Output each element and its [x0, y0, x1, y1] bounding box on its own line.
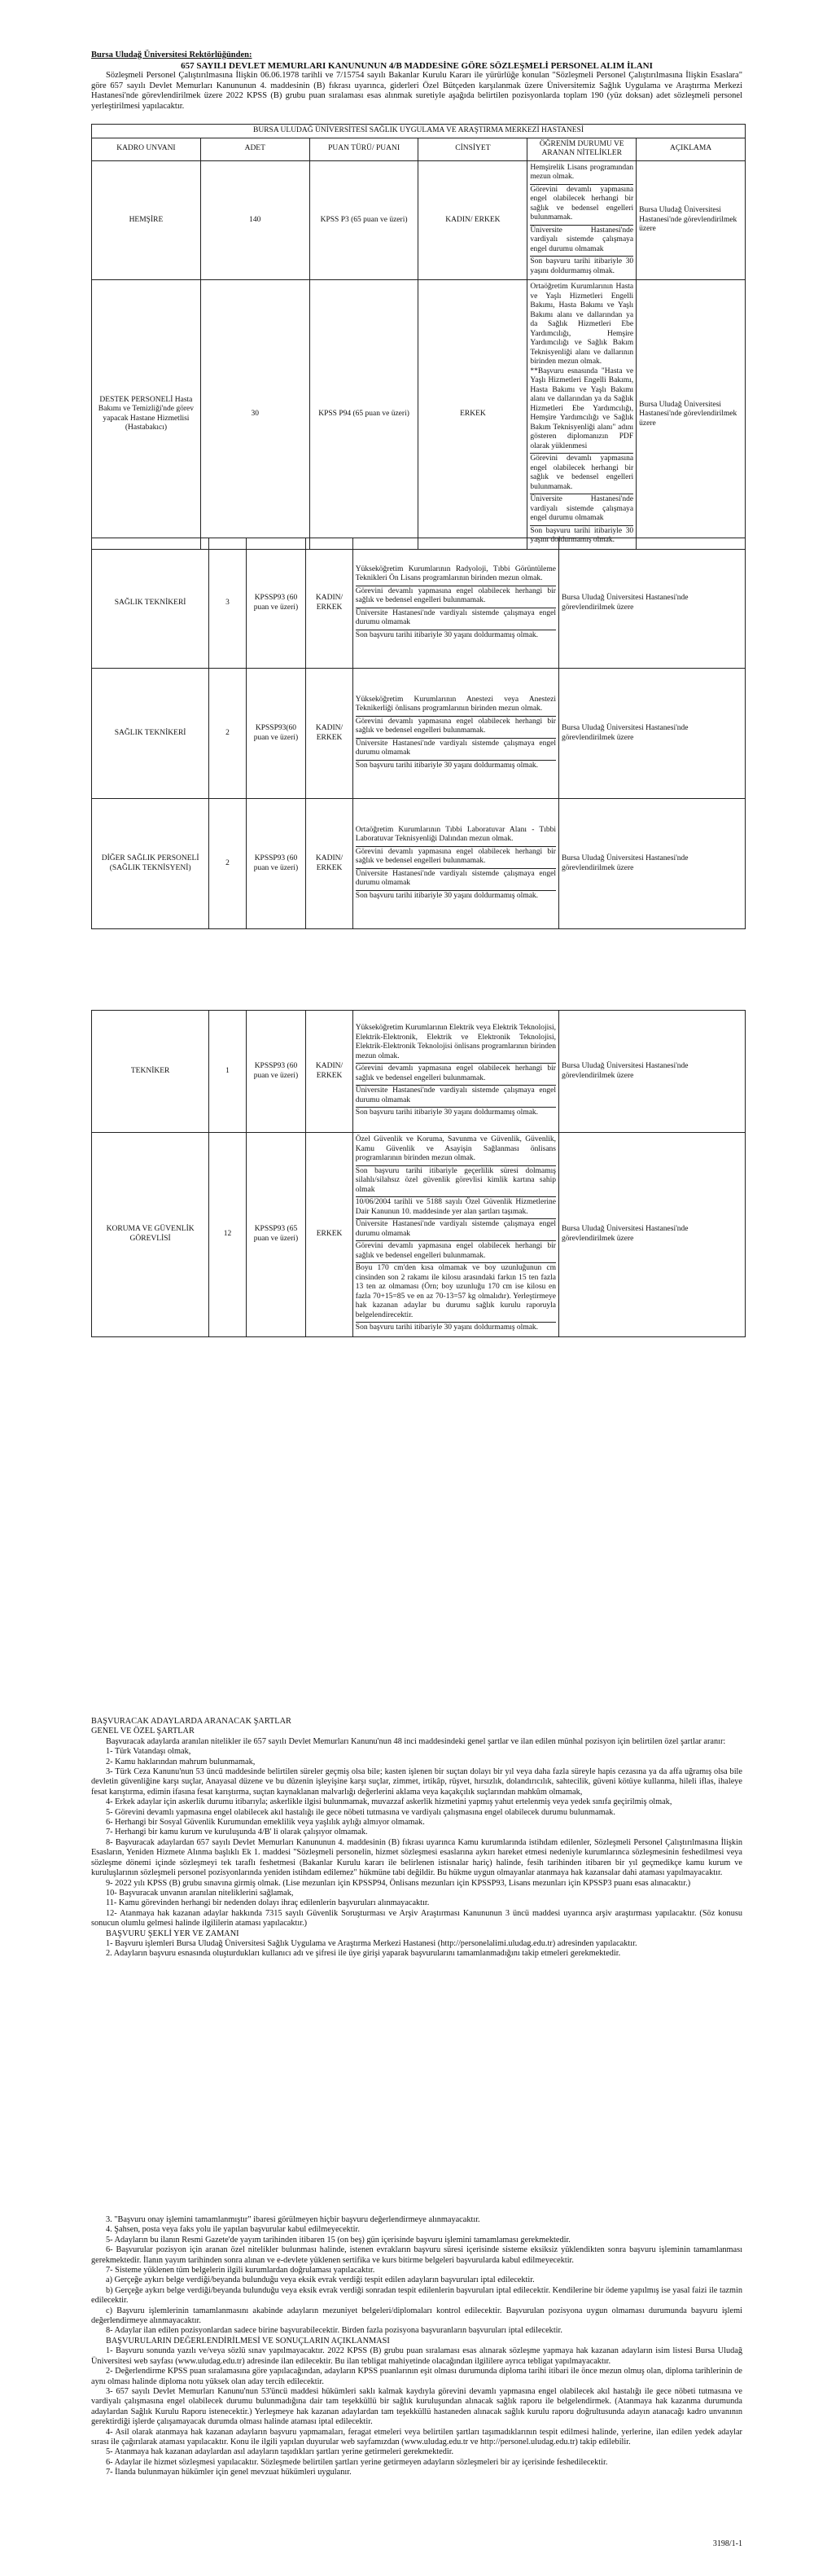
- application-item: b) Gerçeğe aykırı belge verdiği/beyanda bulunduğu veya eksik evrak verdiği sonradan tespit edilenlerin başvuruları iptal edilecektir. Kendilerine bir ödeme yapılmış ise yasal faizi ile tazmin edilecektir.: [91, 2285, 742, 2306]
- puan-cell: KPSSP93 (65 puan ve üzeri): [246, 1133, 306, 1337]
- puan-cell: KPSS P94 (65 puan ve üzeri): [309, 280, 418, 550]
- requirement-item: Görevini devamlı yapmasına engel olabilecek herhangi bir sağlık ve bedensel engelleri bulunmamak.: [356, 1241, 556, 1263]
- adet-cell: 30: [200, 280, 309, 550]
- positions-table-2: [91, 538, 746, 929]
- requirement-item: Hemşirelik Lisans programından mezun olmak.: [530, 163, 633, 185]
- cinsiyet-cell: KADIN/ ERKEK: [306, 538, 353, 669]
- requirements-cell: [527, 280, 637, 550]
- table-row: [92, 1133, 746, 1337]
- requirements-cell: [527, 160, 637, 280]
- condition-item: 6- Herhangi bir Sosyal Güvenlik Kurumundan emeklilik veya yaşlılık aylığı almıyor olmamak.: [106, 1818, 425, 1828]
- evaluation-item: 7- İlanda bulunmayan hükümler için genel mevzuat hükümleri uygulanır.: [106, 2468, 352, 2477]
- condition-item: 5- Görevini devamlı yapmasına engel olabilecek akıl hastalığı ile gece nöbeti tutmasına ve vardiyalı çalışmasına engel olabilecek durumu bulunmamak.: [106, 1807, 615, 1817]
- announcement-title: 657 SAYILI DEVLET MEMURLARI KANUNUNUN 4/B MADDESİNE GÖRE SÖZLEŞMELİ PERSONEL ALIM İLANI: [181, 60, 653, 71]
- application-item: 8- Adaylar ilan edilen pozisyonlardan sadece birine başvurabilecektir. Birden fazla pozisyona başvuranların başvuruları iptal edilecektir.: [106, 2326, 562, 2336]
- requirements-cell: [352, 669, 558, 799]
- application-item: 3. "Başvuru onay işlemini tamamlanmıştır" ibaresi görülmeyen hiçbir başvuru değerlendirmeye alınmayacaktır.: [106, 2215, 480, 2224]
- application-section: [91, 2215, 742, 2478]
- evaluation-item: 3- 657 sayılı Devlet Memurları Kanunu'nun 53'üncü maddesi hükümleri saklı kalmak kaydıyla görevini devamlı yapmasına engel olabilecek akıl hastalığı ile gece nöbeti tutmasına ve vardiyalı çalışmasına engel olabilecek durumu bulunmadığına dair tam teşekküllü bir sağlık kuruluşundan alınacak sağlık raporu ile belgelendirmek. (Atanmaya hak kazanma durumunda adaylardan Sağlık Kurulu Raporu istenecektir.) Yerleşmeye hak kazanan adaylardan tam teşekküllü hastaneden alınacak sağlık kurulu raporu doğrultusunda adayın atanacağı kadro unvanının gerektirdiği işlerde çalışamayacak durumda olması halinde ataması iptal edilecektir.: [91, 2386, 742, 2427]
- cinsiyet-cell: ERKEK: [418, 280, 527, 550]
- adet-cell: 3: [209, 538, 246, 669]
- requirement-item: Görevini devamlı yapmasına engel olabilecek herhangi bir sağlık ve bedensel engelleri bulunmamak.: [356, 586, 556, 608]
- condition-item: 3- Türk Ceza Kanunu'nun 53 üncü maddesinde belirtilen süreler geçmiş olsa bile; kasten işlenen bir suçtan dolayı bir yıl veya daha fazla süreyle hapis cezasına ya da affa uğramış olsa bile devletin güvenliğine karşı suçlar, Anayasal düzene ve bu düzenin işleyişine karşı suçlar, zimmet, irtikâp, rüşvet, hırsızlık, dolandırıcılık, sahtecilik, güveni kötüye kullanma, hileli iflas, ihaleye fesat karıştırma, edimin ifasına fesat karıştırma, suçtan kaynaklanan malvarlığı değerlerini aklama veya kaçakçılık suçlarından mahkûm olmamak,: [91, 1767, 742, 1797]
- cinsiyet-cell: KADIN/ ERKEK: [306, 669, 353, 799]
- puan-cell: KPSSP93 (60 puan ve üzeri): [246, 799, 306, 929]
- requirement-item: Görevini devamlı yapmasına engel olabilecek herhangi bir sağlık ve bedensel engelleri bulunmamak.: [356, 847, 556, 869]
- requirement-item: Üniversite Hastanesi'nde vardiyalı sistemde çalışmaya engel durumu olmamak: [356, 1086, 556, 1108]
- table-row: [92, 669, 746, 799]
- apply-item: 2. Adayların başvuru esnasında oluşturdukları kullanıcı adı ve şifresi ile üye girişi yaparak başvurularını tamamlanmadığını takip etmeleri gerekmektedir.: [106, 1949, 621, 1959]
- condition-item: 8- Başvuracak adaylardan 657 sayılı Devlet Memurları Kanununun 4. maddesinin (B) fıkrası uyarınca Kamu kurumlarında istihdam edilenler, Sözleşmeli Personel Çalıştırılmasına İlişkin Esasların, Yeniden Hizmete Alınma başlıklı Ek 1. maddesi "Sözleşmeli personelin, hizmet sözleşmesi esaslarına aykırı hareket etmesi nedeniyle kurumlarınca sözleşmesinin feshedilmesi veya sözleşme dönemi içinde sözleşmeyi tek taraflı feshetmesi (Bakanlar Kurulu kararı ile belirlenen istisnalar hariç) halinde, fesih tarihinden itibaren bir yıl geçmedikçe kamu kurum ve kuruluşlarının sözleşmeli personel pozisyonlarında yeniden istihdam edilemez" hükmüne tabi değildir. Bu hükme uygun olmayanlar atanmaya hak kazansalar dahi ataması yapılmayacaktır.: [91, 1837, 742, 1878]
- puan-cell: KPSSP93 (60 puan ve üzeri): [246, 1011, 306, 1133]
- condition-item: 2- Kamu haklarından mahrum bulunmamak,: [106, 1757, 256, 1766]
- requirement-item: Görevini devamlı yapmasına engel olabilecek herhangi bir sağlık ve bedensel engelleri bulunmamak.: [356, 1064, 556, 1086]
- col-puan: PUAN TÜRÜ/ PUANI: [309, 138, 418, 160]
- requirement-item: Üniversite Hastanesi'nde vardiyalı sistemde çalışmaya engel durumu olmamak: [356, 1219, 556, 1241]
- requirement-item: Üniversite Hastanesi'nde vardiyalı sistemde çalışmaya engel durumu olmamak: [356, 608, 556, 630]
- table-row: [92, 280, 746, 550]
- table-header-row: [92, 138, 746, 160]
- announcement-header: [91, 50, 742, 112]
- positions-table-3: [91, 1010, 746, 1337]
- condition-item: 7- Herhangi bir kamu kurum ve kuruluşunda 4/B' li olarak çalışıyor olmamak.: [106, 1828, 368, 1837]
- requirement-item: Yükseköğretim Kurumlarının Elektrik veya Elektrik Teknolojisi, Elektrik-Elektronik, Elektrik ve Elektronik Teknolojisi, Elektrik-Elektronik Teknolojisi önlisans programlarının birinden mezun olmak.: [356, 1023, 556, 1064]
- requirement-item: Özel Güvenlik ve Koruma, Savunma ve Güvenlik, Güvenlik, Kamu Güvenlik ve Asayişin Sağlanması önlisans programlarının birinden mezun olmak.: [356, 1134, 556, 1166]
- col-aciklama: AÇIKLAMA: [637, 138, 746, 160]
- evaluation-item: 6- Adaylar ile hizmet sözleşmesi yapılacaktır. Sözleşmede belirtilen şartları yerine getirmeyen adayların sözleşmeleri bir ay içerisinde feshedilecektir.: [106, 2457, 608, 2467]
- application-item: 4. Şahsen, posta veya faks yolu ile yapılan başvurular kabul edilmeyecektir.: [106, 2225, 360, 2235]
- cinsiyet-cell: ERKEK: [306, 1133, 353, 1337]
- requirement-item: Son başvuru tarihi itibariyle 30 yaşını doldurmamış olmak.: [355, 891, 539, 900]
- requirement-item: Üniversite Hastanesi'nde vardiyalı sistemde çalışmaya engel durumu olmamak: [356, 739, 556, 761]
- application-item: 6- Başvurular pozisyon için aranan özel nitelikler bulunması halinde, istenen evrakların başvuru süresi içerisinde sisteme eksiksiz yüklendikten sonra başvuru işleminin tamamlanması gerekmektedir. İlanın yayım tarihinden sonra alınan ve e-devlete yüklenen sertifika ve kurs bitirme belgeleri başvurularda kabul edilmeyecektir.: [91, 2245, 742, 2265]
- requirement-item: Yükseköğretim Kurumlarının Anestezi veya Anestezi Teknikerliği önlisans programlarının birinden mezun olmak.: [356, 695, 556, 717]
- application-item: 7- Sisteme yüklenen tüm belgelerin ilgili kurumlardan doğrulaması yapılacaktır.: [106, 2266, 375, 2275]
- requirement-item: Yükseköğretim Kurumlarının Radyoloji, Tıbbi Görüntüleme Teknikleri Ön Lisans programlarının birinden mezun olmak.: [356, 564, 556, 586]
- kadro-cell: TEKNİKER: [92, 1011, 209, 1133]
- adet-cell: 2: [209, 669, 246, 799]
- evaluation-item: 4- Asil olarak atanmaya hak kazanan adayların başvuru yapmamaları, feragat etmeleri veya belirtilen şartları taşımadıklarının tespit edilmesi halinde, yerlerine, ilan edilen yedek adaylar sırası ile çağırılarak ataması yapılacaktır. Konu ile ilgili yapılan duyurular web sayfamızdan (www.uludag.edu.tr ve http://personel.uludag.edu.tr) takip edilebilir.: [91, 2427, 742, 2447]
- evaluation-item: 5- Atanmaya hak kazanan adaylardan asıl adayların taşıdıkları şartları yerine getirmeleri gerekmektedir.: [106, 2447, 454, 2457]
- condition-item: 9- 2022 yılı KPSS (B) grubu sınavına girmiş olmak. (Lise mezunları için KPSSP94, Önlisans mezunları için KPSSP93, Lisans mezunları için KPSSP3 puanı esas alınacaktır.): [106, 1878, 691, 1888]
- kadro-cell: DESTEK PERSONELİ Hasta Bakımı ve Temizliği'nde görev yapacak Hastane Hizmetlisi (Hastabakıcı): [92, 280, 201, 550]
- condition-item: 12- Atanmaya hak kazanan adaylar hakkında 7315 sayılı Güvenlik Soruşturması ve Arşiv Araştırması Kanununun 3 üncü maddesi uyarınca arşiv araştırması yapılacaktır. (Söz konusu sonucun olumlu gelmesi halinde ilgililerin ataması yapılacaktır.): [91, 1908, 742, 1929]
- kadro-cell: SAĞLIK TEKNİKERİ: [92, 538, 209, 669]
- requirement-item: Görevini devamlı yapmasına engel olabilecek herhangi bir sağlık ve bedensel engelleri bulunmamak.: [356, 717, 556, 739]
- kadro-cell: DİĞER SAĞLIK PERSONELİ (SAĞLIK TEKNİSYENİ): [92, 799, 209, 929]
- positions-table-1: [91, 124, 746, 550]
- table-row: [92, 1011, 746, 1133]
- evaluation-heading: BAŞVURULARIN DEĞERLENDİRİLMESİ VE SONUÇLARIN AÇIKLANMASI: [106, 2336, 390, 2346]
- cinsiyet-cell: KADIN/ ERKEK: [418, 160, 527, 280]
- col-ogrenim: ÖĞRENİM DURUMU VE ARANAN NİTELİKLER: [527, 138, 637, 160]
- requirement-item: Son başvuru tarihi itibariyle 30 yaşını doldurmamış olmak.: [355, 761, 539, 770]
- requirement-item: Son başvuru tarihi itibariyle 30 yaşını doldurmamış olmak.: [530, 526, 634, 544]
- requirement-item: Son başvuru tarihi itibariyle geçerlilik süresi dolmamış silahlı/silahsız özel güvenlik görevlisi kimlik kartına sahip olmak: [356, 1166, 556, 1198]
- puan-cell: KPSS P3 (65 puan ve üzeri): [309, 160, 418, 280]
- aciklama-cell: Bursa Uludağ Üniversitesi Hastanesi'nde görevlendirilmek üzere: [637, 280, 746, 550]
- aciklama-cell: Bursa Uludağ Üniversitesi Hastanesi'nde görevlendirilmek üzere: [637, 160, 746, 280]
- requirement-item: Görevini devamlı yapmasına engel olabilecek herhangi bir sağlık ve bedensel engelleri bulunmamak.: [530, 185, 633, 226]
- aciklama-cell: Bursa Uludağ Üniversitesi Hastanesi'nde görevlendirilmek üzere: [558, 1011, 745, 1133]
- cinsiyet-cell: KADIN/ ERKEK: [306, 1011, 353, 1133]
- requirement-item: Boyu 170 cm'den kısa olmamak ve boy uzunluğunun cm cinsinden son 2 rakamı ile kilosu arasındaki farkın 15 ten fazla 13 ten az olmaması (Örn; boy uzunluğu 170 cm ise kilosu en fazla 70+15=85 ve en az 70-13=57 kg olmalıdır). Yerleştirmeye hak kazanan adaylar bu durumu sağlık kurulu raporuyla belgelendirecektir.: [356, 1263, 556, 1323]
- requirement-item: Son başvuru tarihi itibariyle 30 yaşını doldurmamış olmak.: [355, 1108, 539, 1117]
- requirement-item: Üniversite Hastanesi'nde vardiyalı sistemde çalışmaya engel durumu olmamak: [356, 869, 556, 891]
- condition-item: 4- Erkek adaylar için askerlik durumu itibarıyla; askerlikle ilgisi bulunmamak, muvazzaf askerlik hizmetini yapmış yahut ertelenmiş veya yedek sınıfa geçirilmiş olmak,: [106, 1797, 672, 1807]
- requirements-cell: [352, 1133, 558, 1337]
- adet-cell: 140: [200, 160, 309, 280]
- condition-item: 10- Başvuracak unvanın aranılan niteliklerini sağlamak,: [106, 1888, 294, 1898]
- requirements-cell: [352, 1011, 558, 1133]
- col-kadro: KADRO UNVANI: [92, 138, 201, 160]
- puan-cell: KPSSP93(60 puan ve üzeri): [246, 669, 306, 799]
- cinsiyet-cell: KADIN/ ERKEK: [306, 799, 353, 929]
- rectorate-heading: Bursa Uludağ Üniversitesi Rektörlüğünden:: [91, 50, 252, 59]
- intro-paragraph: Sözleşmeli Personel Çalıştırılmasına İlişkin 06.06.1978 tarihli ve 7/15754 sayılı Bakanlar Kurulu Kararı ile yürürlüğe konulan "Sözleşmeli Personel Çalıştırılmasına İlişkin Esaslara" göre 657 sayılı Devlet Memurları Kanununun 4. maddesinin (B) fıkrası uyarınca, giderleri Özel Bütçeden karşılanmak üzere Üniversitemiz Sağlık Uygulama ve Araştırma Merkezi Hastanesi'nde görevlendirilmek üzere 2022 KPSS (B) grubu puan sıralaması esas alınmak suretiyle aşağıda belirtilen pozisyonlarda toplam 190 (yüz doksan) adet sözleşmeli personel yerleştirilmesi yapılacaktır.: [91, 71, 742, 111]
- application-item: a) Gerçeğe aykırı belge verdiği/beyanda bulunduğu veya eksik evrak verdiği tespit edilen adayların başvuruları iptal edilecektir.: [106, 2275, 535, 2285]
- puan-cell: KPSSP93 (60 puan ve üzeri): [246, 538, 306, 669]
- aciklama-cell: Bursa Uludağ Üniversitesi Hastanesi'nde görevlendirilmek üzere: [558, 669, 745, 799]
- aciklama-cell: Bursa Uludağ Üniversitesi Hastanesi'nde görevlendirilmek üzere: [558, 1133, 745, 1337]
- requirement-item: Ortaöğretim Kurumlarının Hasta ve Yaşlı Hizmetleri Engelli Bakımı, Hasta Bakımı ve Yaşlı Bakımı alanı ve dallarından ya da Sağlık Hizmetleri Ebe Yardımcılığı, Hemşire Yardımcılığı ve Sağlık Bakım Teknisyenliği alanı ve dallarının birinden mezun olmak. **Başvuru esnasında "Hasta ve Yaşlı Hizmetleri Engelli Bakımı, Hasta Bakımı ve Yaşlı Bakımı alanı ve dallarından ya da Sağlık Hizmetleri Ebe Yardımcılığı, Hemşire Yardımcılığı ve Sağlık Bakım Teknisyenliği alanı" adını gösteren diplomanızın PDF olarak yüklenmesi: [530, 282, 633, 454]
- col-adet: ADET: [200, 138, 309, 160]
- condition-item: 11- Kamu görevinden herhangi bir nedenden dolayı ihraç edilenlerin başvuruları alınmayacaktır.: [106, 1898, 430, 1908]
- requirements-cell: [352, 799, 558, 929]
- conditions-section: [91, 1717, 742, 1959]
- table-row: [92, 538, 746, 669]
- requirement-item: Son başvuru tarihi itibariyle 30 yaşını doldurmamış olmak.: [355, 630, 539, 639]
- requirement-item: Son başvuru tarihi itibariyle 30 yaşını doldurmamış olmak.: [530, 257, 634, 275]
- table-row: [92, 160, 746, 280]
- page-number: 3198/1-1: [712, 2539, 742, 2548]
- adet-cell: 1: [209, 1011, 246, 1133]
- table-row: [92, 799, 746, 929]
- evaluation-item: 1- Başvuru sonunda yazılı ve/veya sözlü sınav yapılmayacaktır. 2022 KPSS (B) grubu puan sıralaması esas alınarak sözleşme yapmaya hak kazanan adayların isim listesi Bursa Uludağ Üniversitesi web sayfası (www.uludag.edu.tr) adresinde ilan edilecektir. Bu ilan tebligat mahiyetinde olacağından ilgililere ayrıca tebligat yapılmayacaktır.: [91, 2346, 742, 2366]
- application-item: c) Başvuru işlemlerinin tamamlanmasını akabinde adayların mezuniyet belgeleri/diplomaları kontrol edilecektir. Başvurulan pozisyona uygun olmaması durumunda başvuru işlemi değerlendirmeye alınmayacaktır.: [91, 2306, 742, 2326]
- col-cinsiyet: CİNSİYET: [418, 138, 527, 160]
- requirement-item: Son başvuru tarihi itibariyle 30 yaşını doldurmamış olmak.: [355, 1323, 539, 1332]
- requirement-item: 10/06/2004 tarihli ve 5188 sayılı Özel Güvenlik Hizmetlerine Dair Kanunun 10. maddesinde yer alan şartları taşımak.: [356, 1197, 556, 1219]
- evaluation-item: 2- Değerlendirme KPSS puan sıralamasına göre yapılacağından, adayların KPSS puanlarının eşit olması durumunda diploma tarihi itibari ile önce mezun olmuş olan, diploma tarihlerinin de aynı olması halinde diploma notu yüksek olan aday tercih edilecektir.: [91, 2367, 742, 2386]
- application-item: 5- Adayların bu ilanın Resmi Gazete'de yayım tarihinden itibaren 15 (on beş) gün içerisinde başvuru işlemini tamamlaması gerekmektedir.: [106, 2235, 571, 2245]
- condition-item: 1- Türk Vatandaşı olmak,: [106, 1747, 191, 1757]
- kadro-cell: HEMŞİRE: [92, 160, 201, 280]
- kadro-cell: SAĞLIK TEKNİKERİ: [92, 669, 209, 799]
- hospital-name: BURSA ULUDAĞ ÜNİVERSİTESİ SAĞLIK UYGULAMA VE ARAŞTIRMA MERKEZİ HASTANESİ: [92, 125, 746, 138]
- conditions-intro: Başvuracak adaylarda aranılan nitelikler ile 657 sayılı Devlet Memurları Kanunu'nun 48 inci maddesindeki genel şartlar ve ilan edilen münhal pozisyon için belirtilen özel şartlar aranır:: [106, 1736, 726, 1746]
- requirement-item: Üniversite Hastanesi'nde vardiyalı sistemde çalışmaya engel durumu olmamak: [530, 494, 633, 526]
- aciklama-cell: Bursa Uludağ Üniversitesi Hastanesi'nde görevlendirilmek üzere: [558, 538, 745, 669]
- apply-heading: BAŞVURU ŞEKLİ YER VE ZAMANI: [106, 1929, 239, 1938]
- requirement-item: Görevini devamlı yapmasına engel olabilecek herhangi bir sağlık ve bedensel engelleri bulunmamak.: [530, 454, 633, 494]
- adet-cell: 2: [209, 799, 246, 929]
- conditions-subheading: GENEL VE ÖZEL ŞARTLAR: [91, 1727, 195, 1736]
- conditions-heading: BAŞVURACAK ADAYLARDA ARANACAK ŞARTLAR: [91, 1717, 291, 1726]
- adet-cell: 12: [209, 1133, 246, 1337]
- requirement-item: Üniversite Hastanesi'nde vardiyalı sistemde çalışmaya engel durumu olmamak: [530, 226, 633, 257]
- aciklama-cell: Bursa Uludağ Üniversitesi Hastanesi'nde görevlendirilmek üzere: [558, 799, 745, 929]
- requirement-item: Ortaöğretim Kurumlarının Tıbbi Laboratuvar Alanı - Tıbbi Laboratuvar Teknisyenliği Dalından mezun olmak.: [356, 825, 556, 847]
- kadro-cell: KORUMA VE GÜVENLİK GÖREVLİSİ: [92, 1133, 209, 1337]
- apply-item: 1- Başvuru işlemleri Bursa Uludağ Üniversitesi Sağlık Uygulama ve Araştırma Merkezi Hastanesi (http://personelalimi.uludag.edu.tr) adresinden yapılacaktır.: [106, 1938, 637, 1948]
- requirements-cell: [352, 538, 558, 669]
